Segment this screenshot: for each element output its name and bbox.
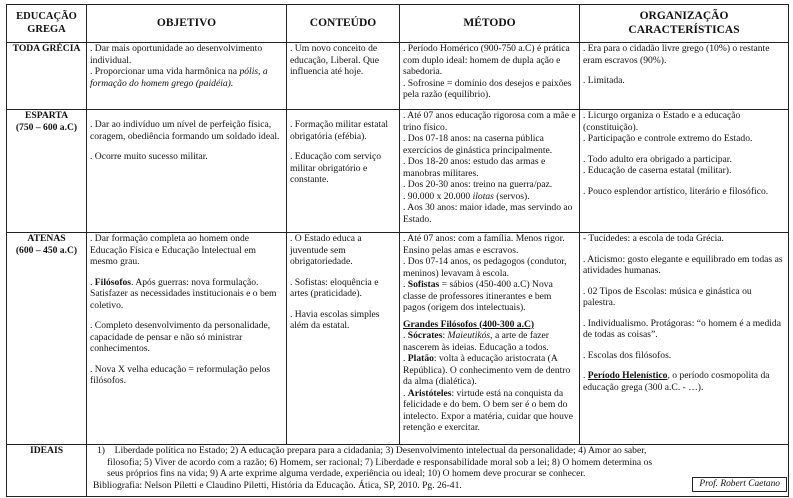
atenas-objetivo-bold: Filósofos <box>94 276 132 288</box>
atenas-organizacao-cell: - Tucídedes: a escola de toda Grécia. . Aticismo: gosto elegante e equilibrado em todas as atividades humanas. . 02 Tipos de Escolas: música e ginástica ou palestra. . Individualismo. Protágoras: “o homem é a medida de todas as coisas”. . Escolas dos filósofos. . Período Helenístico, o período cosmopolita da educação grega (300 a.C. - …). <box>580 233 789 445</box>
row-esparta <box>7 110 789 233</box>
atenas-conteudo-item: . Sofistas: eloquência e artes (praticidade). <box>290 276 379 299</box>
esparta-metodo-item: . 90.000 x 20.000 <box>403 190 473 202</box>
atenas-organizacao-item: - Tucídedes: a escola de toda Grécia. <box>583 233 724 244</box>
ideais-marker: 1) <box>97 445 105 456</box>
ideais-cell <box>87 445 789 497</box>
toda-objetivo-italic: pólis, a formação do homem grego (paidéia). <box>90 66 268 89</box>
row-label-esparta <box>7 110 87 233</box>
ideais-text: Liberdade política no Estado; 2) A educação prepara para a cidadania; 3) Desenvolvimento intelectual da personalidade; 4) Amor ao saber, filosofia; 5) Viver de acordo com a razão; 6) Homem, ser racional; 7) Liberdade e responsabilidade moral sob a lei; 8) O homem determina os seus próprios fins na vida; 9) A arte exprime alguma verdade, experiência ou ideal; 10) O homem deve procurar se conhecer. <box>107 445 653 479</box>
toda-conteudo-cell <box>287 43 400 110</box>
row-ideais <box>7 445 789 497</box>
header-conteudo: CONTEÚDO <box>287 5 400 43</box>
esparta-organizacao-item: . Todo adulto era obrigado a participar. <box>583 153 732 165</box>
toda-organizacao-cell <box>580 43 789 110</box>
atenas-conteudo-item: . Havia escolas simples além da estatal. <box>290 308 380 331</box>
atenas-metodo-italic: Maieutikós <box>447 330 491 341</box>
esparta-conteudo-item: . Formação militar estatal obrigatória (efébia). <box>290 119 389 142</box>
esparta-objetivo-item: . Dar ao indivíduo um nível de perfeição física, coragem, obediência formando um soldado ideal. <box>90 119 280 142</box>
atenas-metodo-cell: . Até 07 anos: com a família. Menos rigor. Ensino pelas amas e escravos. . Dos 07-14 anos, os pedagogos (condutor, meninos) levavam à escola. . Sofistas = sábios (450-400 a.C) Nova classe de professores itinerantes e bem pagos (origem dos intelectuais). Grandes Filósofos (400-300 a.C) . Sócrates: Maieutikós, a arte de fazer nascerem às ideias. Educação a todos. . Platão: volta à educação aristocrata (A República). O conhecimento vem de dentro da alma (dialética). . Aristóteles: virtude está na conquista da felicidade e do bem. O bem ser é o bem do intelecto. Expor a matéria, cuidar que houve retenção e exercitar. <box>400 233 580 445</box>
atenas-conteudo-cell <box>287 233 400 445</box>
row-label-toda-grecia <box>7 43 87 110</box>
atenas-organizacao-item: . 02 Tipos de Escolas: música e ginástica ou palestra. <box>583 285 752 308</box>
atenas-objetivo-item: . Após guerras: nova formulação. Satisfazer as necessidades institucionais e o bem coletivo. <box>90 276 277 311</box>
atenas-metodo-bold: Platão <box>407 353 434 364</box>
toda-metodo-item: . Sofrosine = domínio dos desejos e paixões pela razão (equilíbrio). <box>403 77 572 100</box>
esparta-metodo-item: . Até 07 anos educação rigorosa com a mãe e trino físico. <box>403 110 576 133</box>
toda-objetivo-item: . Dar mais oportunidade ao desenvolvimento individual. <box>90 43 263 66</box>
atenas-objetivo-item: . Completo desenvolvimento da personalidade, capacidade de pensar e não só ministrar conhecimentos. <box>90 320 271 354</box>
atenas-metodo-item: : virtude está na conquista da felicidade e do bem. O bem ser é o bem do intelecto. Expor a matéria, cuidar que houve retenção e exercitar. <box>403 387 573 433</box>
atenas-metodo-item: : volta à educação aristocrata (A República). O conhecimento vem de dentro da alma (dialética). <box>403 353 571 387</box>
header-educacao-grega: EDUCAÇÃO GREGA <box>7 5 87 43</box>
esparta-metodo-item: . Dos 20-30 anos: treino na guerra/paz. <box>403 179 553 190</box>
toda-grecia-label: TODA GRÉCIA <box>12 43 81 54</box>
atenas-metodo-item: . Dos 07-14 anos, os pedagogos (condutor, meninos) levavam à escola. <box>403 256 567 279</box>
education-table <box>6 4 789 497</box>
row-label-ideais <box>7 445 87 497</box>
ideais-list <box>93 445 668 480</box>
esparta-organizacao-item: . Licurgo organiza o Estado e a educação (constituição). <box>583 110 741 133</box>
esparta-conteudo-item: . Educação com serviço militar obrigatório e constante. <box>290 151 382 185</box>
esparta-metodo-cell <box>400 110 580 233</box>
esparta-metodo-item: . Dos 07-18 anos: na caserna pública exercícios de ginástica principalmente. <box>403 133 553 156</box>
esparta-metodo-item: . Aos 30 anos: maior idade, mas servindo ao Estado. <box>403 202 573 225</box>
header-objetivo: OBJETIVO <box>87 5 287 43</box>
esparta-conteudo-cell <box>287 110 400 233</box>
esparta-organizacao-item: . Participação e controle extremo do Estado. <box>583 133 753 144</box>
atenas-organizacao-item: . Aticismo: gosto elegante e equilibrado em todas as atividades humanas. <box>583 253 783 276</box>
atenas-objetivo-item: . Dar formação completa ao homem onde Educação Física e Educação Intelectual em mesmo grau. <box>90 233 256 267</box>
header-row <box>7 5 789 43</box>
row-toda-grecia <box>7 43 789 110</box>
atenas-metodo-heading: Grandes Filósofos (400-300 a.C) <box>403 318 535 330</box>
author-signature: Prof. Robert Caetano <box>692 477 787 492</box>
bibliography: Bibliografia: Nelson Piletti e Claudino Piletti, História da Educação. Ática, SP, 2010. Pg. 26-41. <box>93 479 462 491</box>
atenas-metodo-bold: Sofistas <box>407 279 440 290</box>
esparta-organizacao-item: . Educação de caserna estatal (militar). <box>583 165 732 176</box>
atenas-metodo-bold: Sócrates <box>407 330 443 341</box>
atenas-metodo-bold: Aristóteles <box>407 387 452 399</box>
atenas-organizacao-item: . Individualismo. Protágoras: “o homem é a medida de todas as coisas”. <box>583 317 781 340</box>
toda-conteudo-item: . Um novo conceito de educação, Liberal. Que influencia até hoje. <box>290 43 379 77</box>
atenas-organizacao-heading: Período Helenístico <box>587 370 668 381</box>
row-atenas <box>7 233 789 445</box>
atenas-objetivo-cell: . Dar formação completa ao homem onde Educação Física e Educação Intelectual em mesmo grau. . Filósofos. Após guerras: nova formulação. Satisfazer as necessidades institucionais e o bem coletivo. . Completo desenvolvimento da personalidade, capacidade de pensar e não só ministrar conhecimentos. . Nova X velha educação = reformulação pelos filósofos. <box>87 233 287 445</box>
atenas-organizacao-item: , o período cosmopolita da educação grega (300 a.C. - …). <box>583 370 770 393</box>
atenas-objetivo-item: . Nova X velha educação = reformulação pelos filósofos. <box>90 363 271 386</box>
esparta-organizacao-item: . Pouco esplendor artístico, literário e filosófico. <box>583 185 769 197</box>
esparta-objetivo-cell <box>87 110 287 233</box>
atenas-label: ATENAS <box>27 233 66 244</box>
atenas-organizacao-item: . Escolas dos filósofos. <box>583 349 672 361</box>
row-label-atenas <box>7 233 87 445</box>
esparta-metodo-item: . Dos 18-20 anos: estudo das armas e manobras militares. <box>403 156 546 179</box>
toda-organizacao-item: . Limitada. <box>583 75 625 86</box>
toda-metodo-item: . Período Homérico (900-750 a.C) é prática com duplo ideal: homem de dupla ação e sabedoria. <box>403 43 570 77</box>
toda-objetivo-cell <box>87 43 287 110</box>
esparta-objetivo-item: . Ocorre muito sucesso militar. <box>90 151 208 162</box>
esparta-label: ESPARTA <box>24 110 69 121</box>
atenas-period: (600 – 450 a.C) <box>15 244 78 256</box>
atenas-conteudo-item: . O Estado educa a juventude sem obrigatoriedade. <box>290 233 362 267</box>
atenas-metodo-item: : <box>442 330 448 341</box>
atenas-metodo-item: . Até 07 anos: com a família. Menos rigor. Ensino pelas amas e escravos. <box>403 233 565 256</box>
toda-objetivo-item: . Proporcionar uma vida harmônica na <box>90 66 240 77</box>
ideais-label: IDEAIS <box>29 445 64 456</box>
atenas-metodo-item: , a arte de fazer nascerem às ideias. Educação a todos. <box>403 330 550 353</box>
esparta-period: (750 – 600 a.C) <box>15 121 78 133</box>
esparta-metodo-italic: ilotas <box>472 190 494 202</box>
header-organizacao: ORGANIZAÇÃO CARACTERÍSTICAS <box>580 5 789 43</box>
esparta-organizacao-cell <box>580 110 789 233</box>
esparta-metodo-item: (servos). <box>493 190 530 202</box>
toda-organizacao-item: . Era para o cidadão livre grego (10%) o restante eram escravos (90%). <box>583 43 770 66</box>
header-metodo: MÉTODO <box>400 5 580 43</box>
atenas-metodo-item: = sábios (450-400 a.C) Nova classe de professores itinerantes e bem pagos (origem dos intelectuais). <box>403 279 553 313</box>
toda-metodo-cell <box>400 43 580 110</box>
